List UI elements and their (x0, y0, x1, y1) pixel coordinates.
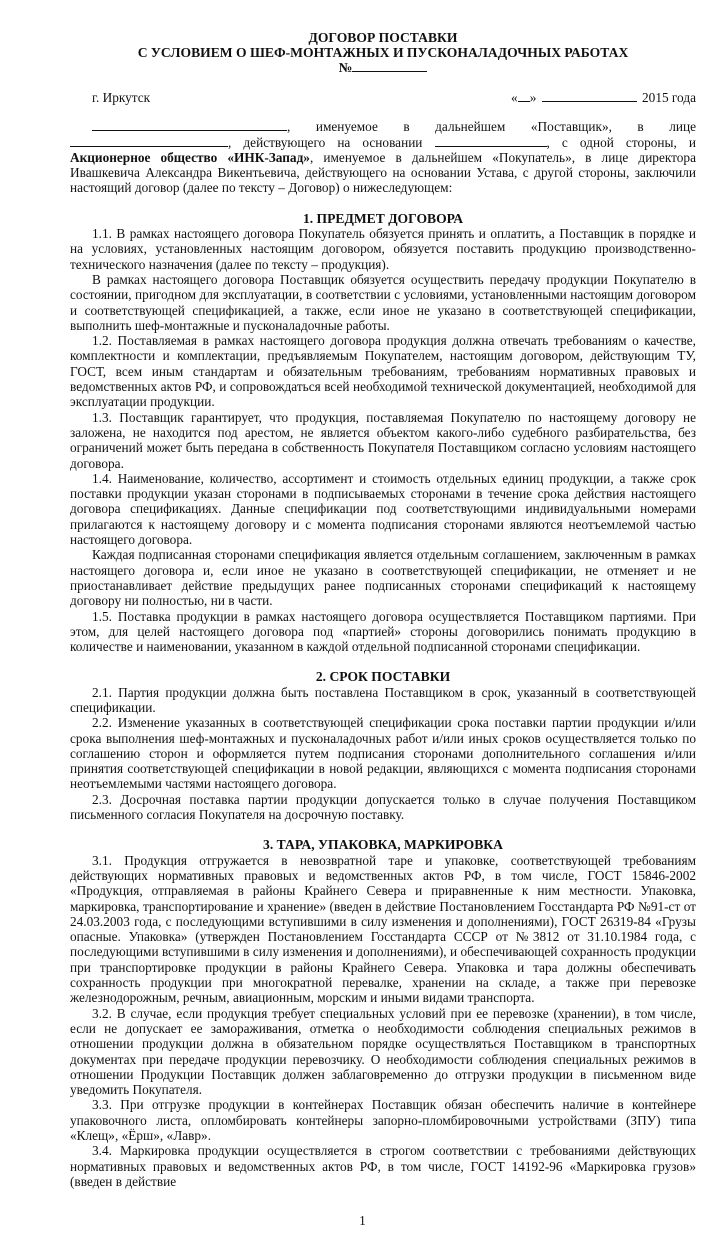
month-blank (542, 90, 637, 102)
clause-paragraph: 1.3. Поставщик гарантирует, что продукция, поставляемая Покупателю по настоящему договору не заложена, не находится под арестом, не является объектом какого-либо судебного разбирательства, без ограничений может быть передана в собственность Покупателя Поставщиком согласно условиям настоящего договора. (70, 409, 696, 471)
supplier-rep-blank (70, 135, 228, 147)
clause-paragraph: 3.4. Маркировка продукции осуществляется в строгом соответствии с требованиями действующих нормативных правовых и ведомственных актов РФ, в том числе, ГОСТ 14192-96 «Маркировка грузов» (введен в действие (70, 1143, 696, 1189)
clause-paragraph: 3.1. Продукция отгружается в невозвратной таре и упаковке, соответствующей требованиям действующих нормативных правовых и ведомственных актов РФ, в том числе, ГОСТ 15846-2002 «Продукция, отправляемая в районы Крайнего Севера и приравненные к ним местности. Упаковка, маркировка, транспортирование и хранение» (введен в действие Постановлением Госстандарта РФ №91-ст от 24.03.2003 года, с последующими вступившими в силу изменения и дополнениями), ГОСТ 26319-84 «Грузы опасные. Упаковка» (утвержден Постановлением Госстандарта СССР от №3812 от 31.10.1984 года, с последующими вступившими в силу изменения и дополнениями), и обеспечивающей сохранность продукции при транспортировке продукции в районы Крайнего Севера. Упаковка и тара должны обеспечивать сохранность продукции при многократной перевалке, хранении на складе, а также при перевозке железнодорожным, речным, авиационным, морским и иными видами транспорта. (70, 852, 696, 1006)
clause-paragraph: 1.4. Наименование, количество, ассортимент и стоимость отдельных единиц продукции, а также срок поставки продукции указан сторонами в подписываемых сторонами в течение срока действия настоящего договора спецификациях. Данные спецификации под соответствующими индивидуальными номерами прилагаются к настоящему договору и с момента подписания сторонами являются неотъемлемой частью настоящего договора. (70, 470, 696, 548)
clause-paragraph: Каждая подписанная сторонами спецификация является отдельным соглашением, заключенным в рамках настоящего договора и, если иное не указано в соответствующей спецификации, не отменяет и не приостанавливает действие предыдущих ранее подписанных сторонами спецификаций к настоящему договору ни полностью, ни в части. (70, 547, 696, 609)
document-title (70, 30, 696, 75)
number-blank (352, 60, 427, 72)
city-date-row (70, 90, 696, 105)
contract-date (511, 90, 696, 105)
city: г. Иркутск (92, 90, 151, 105)
clause-paragraph: 1.2. Поставляемая в рамках настоящего договора продукция должна отвечать требованиям о качестве, комплектности и комплектации, предъявляемым Покупателем, настоящим договором, действующим ТУ, ГОСТ, всем иным стандартам и обязательным требованиям, требованиям нормативных правовых и ведомственных актов РФ, и сопровождаться всей необходимой технической документацией, необходимой для эксплуатации продукции. (70, 333, 696, 410)
number-label: № (338, 60, 353, 75)
buyer-name: Акционерное общество «ИНК-Запад» (70, 149, 310, 165)
title-line-2: С УСЛОВИЕМ О ШЕФ-МОНТАЖНЫХ И ПУСКОНАЛАДОЧНЫХ РАБОТАХ (137, 45, 629, 60)
section-heading: 1. ПРЕДМЕТ ДОГОВОРА (302, 210, 464, 226)
clause-paragraph: 2.2. Изменение указанных в соответствующей спецификации срока поставки партии продукции и/или срока выполнения шеф-монтажных и пусконаладочных работ и/или иных сроков осуществляется только по соглашению сторон и оформляется путем подписания сторонами дополнительного соглашения и/или принятия соответствующей спецификации в новой редакции, являющихся с момента подписания сторонами неотъемлемыми частями настоящего договора. (70, 715, 696, 792)
sections (70, 211, 696, 1189)
clause-paragraph: В рамках настоящего договора Поставщик обязуется осуществить передачу продукции Покупателю в состоянии, пригодном для эксплуатации, в соответствии с условиями, установленными настоящим договором и соответствующей спецификацией, а также, если иное не указано в соответствующей спецификации, выполнить шеф-монтажные и пусконаладочные работы. (70, 271, 696, 333)
day-blank (518, 90, 530, 102)
clause-paragraph: 2.1. Партия продукции должна быть поставлена Поставщиком в срок, указанный в соответствующей спецификации. (70, 684, 696, 715)
document-page (70, 0, 696, 1189)
intro-text-3: , с одной стороны, и (546, 134, 696, 150)
clause-paragraph: 1.5. Поставка продукции в рамках настоящего договора осуществляется Поставщиком партиями. При этом, для целей настоящего договора под «партией» стороны договорились понимать продукцию в количестве и наименовании, указанном в каждой отдельной подписанной сторонами спецификации. (70, 608, 696, 655)
basis-blank (435, 135, 547, 147)
contract-number (70, 60, 696, 75)
intro-text-2: , действующего на основании (228, 134, 435, 150)
clause-paragraph: 3.3. При отгрузке продукции в контейнерах Поставщик обязан обеспечить наличие в контейнере упаковочного листа, опломбировать контейнеры запорно-пломбировочными устройствами (ЗПУ) типа «Клещ», «Ёрш», «Лавр». (70, 1097, 696, 1143)
clause-paragraph: 2.3. Досрочная поставка партии продукции допускается только в случае получения Поставщиком письменного согласия Покупателя на досрочную поставку. (70, 791, 696, 823)
page-number: 1 (359, 1213, 366, 1229)
clause-paragraph: 3.2. В случае, если продукция требует специальных условий при ее перевозке (хранении), в том числе, если не допускает ее замораживания, отметка о необходимости соблюдения специальных режимов в отношении продукции должна в обязательном порядке осуществляться Поставщиком в транспортных документах при передаче продукции перевозчику. О необходимости соблюдения специальных режимов в отношении Продукции Поставщик должен заблаговременно до отгрузки продукции в письменном виде уведомить Покупателя. (70, 1005, 696, 1098)
date-year: 2015 года (642, 90, 696, 105)
date-open-quote: « (511, 90, 518, 105)
date-close-quote: » (529, 90, 537, 105)
title-line-1: ДОГОВОР ПОСТАВКИ (308, 30, 458, 45)
supplier-name-blank (92, 119, 287, 131)
clause-paragraph: 1.1. В рамках настоящего договора Покупатель обязуется принять и оплатить, а Поставщик в порядке и на условиях, установленных настоящим договором, обязуется поставить продукцию производственно-технического назначения (далее по тексту – продукция). (70, 226, 696, 272)
intro-text-4: , именуемое в дальнейшем «Покупатель», в лице директора Ивашкевича Александра Викентьевича, действующего на основании Устава, с другой стороны, заключили настоящий договор (далее по тексту – Договор) о нижеследующем: (70, 149, 696, 196)
intro-text-1: , именуемое в дальнейшем «Поставщик», в лице (287, 119, 696, 135)
intro-paragraph (70, 119, 696, 195)
section-heading: 2. СРОК ПОСТАВКИ (315, 669, 451, 685)
section-heading: 3. ТАРА, УПАКОВКА, МАРКИРОВКА (263, 837, 503, 853)
